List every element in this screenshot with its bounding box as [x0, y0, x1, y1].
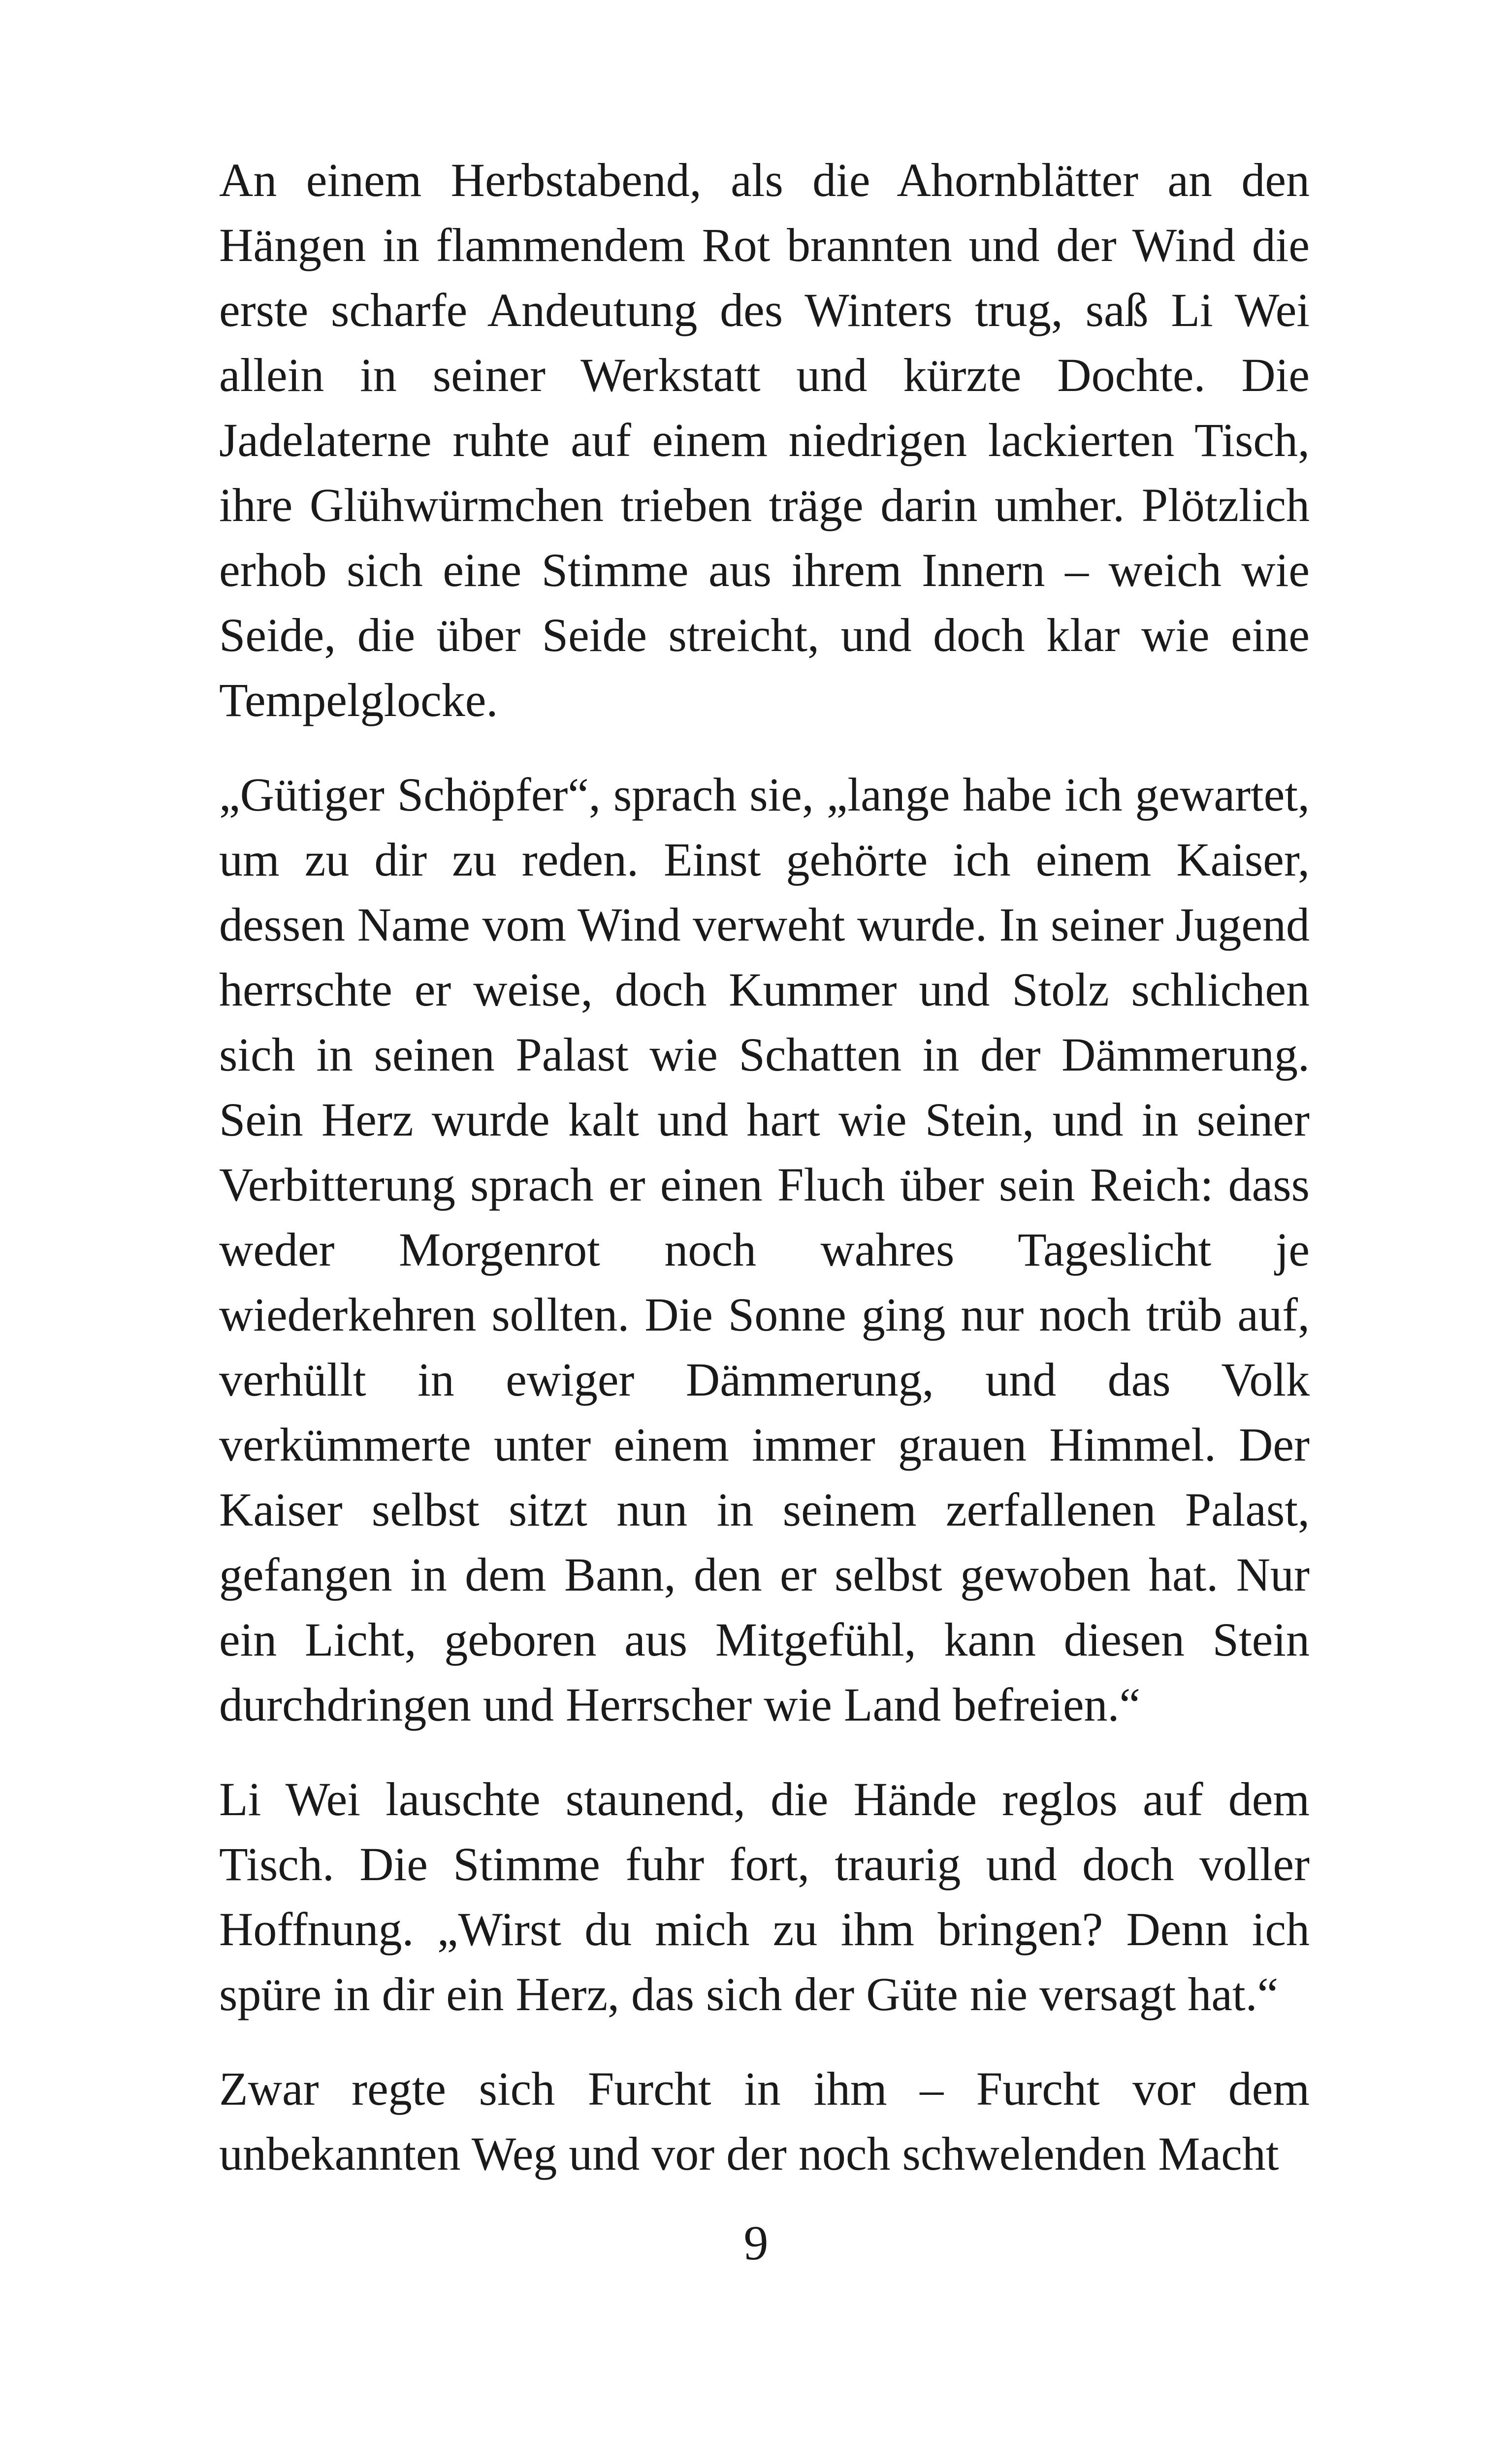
paragraph-4: Zwar regte sich Furcht in ihm – Furcht vor dem unbekannten Weg und vor der noch schwelenden Macht	[219, 2062, 1310, 2180]
paragraph-2: „Gütiger Schöpfer“, sprach sie, „lange habe ich gewartet, um zu dir zu reden. Einst gehörte ich einem Kaiser, dessen Name vom Wind verweht wurde. In seiner Jugend herrschte er weise, doch Kummer und Stolz schlichen sich in seinen Palast wie Schatten in der Dämmerung. Sein Herz wurde kalt und hart wie Stein, und in seiner Verbitterung sprach er einen Fluch über sein Reich: dass weder Morgenrot noch wahres Tageslicht je wiederkehren sollten. Die Sonne ging nur noch trüb auf, verhüllt in ewiger Dämmerung, und das Volk verkümmerte unter einem immer grauen Himmel. Der Kaiser selbst sitzt nun in seinem zerfallenen Palast, gefangen in dem Bann, den er selbst gewoben hat. Nur ein Licht, geboren aus Mitgefühl, kann diesen Stein durchdringen und Herrscher wie Land befreien.“	[219, 768, 1310, 1731]
body-text	[219, 148, 1310, 2216]
page-number: 9	[743, 2215, 769, 2270]
paragraph-1: An einem Herbstabend, als die Ahornblätter an den Hängen in flammendem Rot brannten und der Wind die erste scharfe Andeutung des Winters trug, saß Li Wei allein in seiner Werkstatt und kürzte Dochte. Die Jadelaterne ruhte auf einem niedrigen lackierten Tisch, ihre Glühwürmchen trieben träge darin umher. Plötzlich erhob sich eine Stimme aus ihrem Innern – weich wie Seide, die über Seide streicht, und doch klar wie eine Tempelglocke.	[219, 154, 1310, 726]
paragraph-3: Li Wei lauschte staunend, die Hände reglos auf dem Tisch. Die Stimme fuhr fort, traurig und doch voller Hoffnung. „Wirst du mich zu ihm bringen? Denn ich spüre in dir ein Herz, das sich der Güte nie versagt hat.“	[219, 1773, 1310, 2020]
